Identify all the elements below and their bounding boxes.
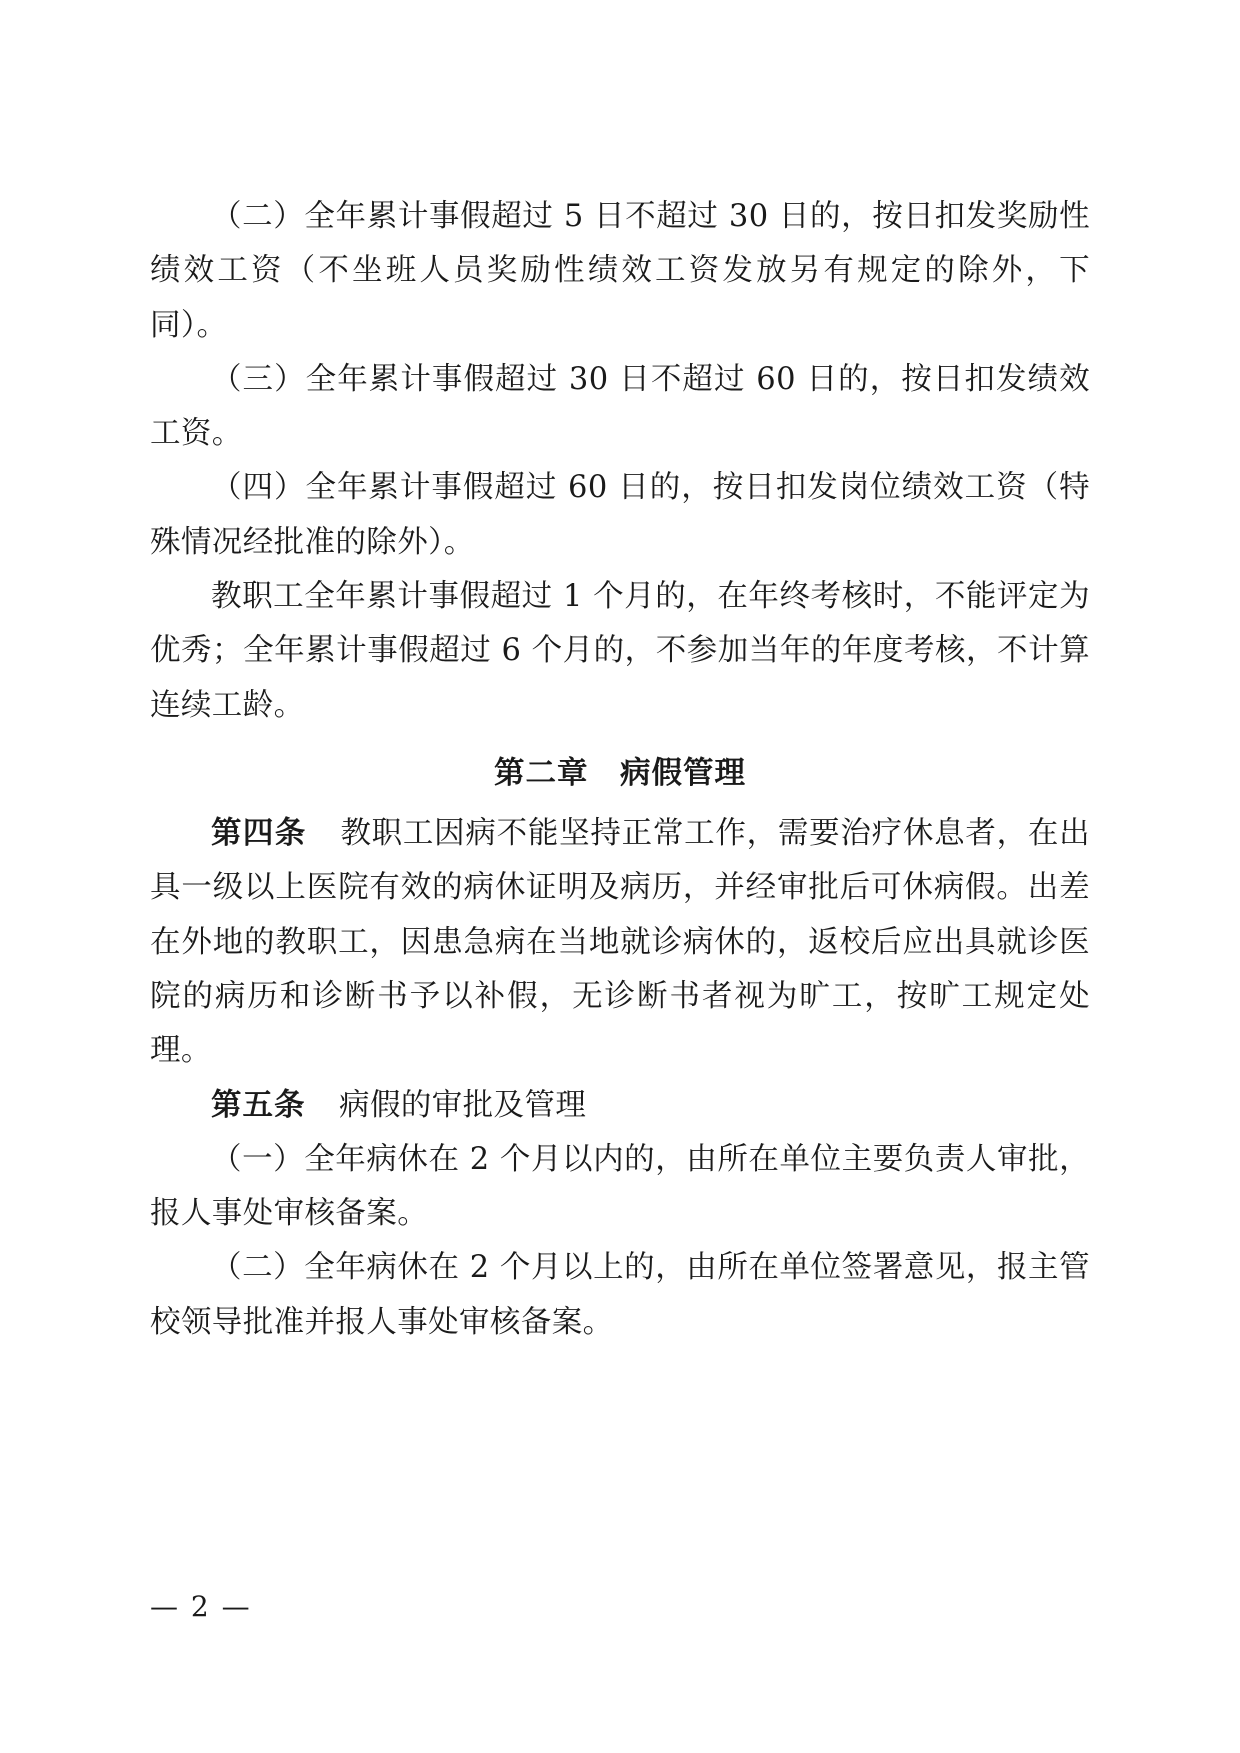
list-item: （四）全年累计事假超过 60 日的，按日扣发岗位绩效工资（特殊情况经批准的除外）。 — [150, 470, 1090, 560]
page-number: — 2 — — [150, 1590, 252, 1623]
list-item: （二）全年累计事假超过 5 日不超过 30 日的，按日扣发奖励性绩效工资（不坐班人员奖励性绩效工资发放另有规定的除外，下同）。 — [150, 199, 1090, 343]
article-paragraph-5 — [150, 1079, 1090, 1133]
article-paragraph-4 — [150, 807, 1090, 1078]
article-label-4: 第四条 — [211, 816, 307, 852]
list-item: （一）全年病休在 2 个月以内的，由所在单位主要负责人审批，报人事处审核备案。 — [150, 1141, 1090, 1232]
article-text-5: 病假的审批及管理 — [339, 1087, 587, 1123]
list-item: （二）全年病休在 2 个月以上的，由所在单位签署意见，报主管校领导批准并报人事处审核备案。 — [150, 1250, 1090, 1340]
article-text-4: 教职工因病不能坚持正常工作，需要治疗休息者，在出具一级以上医院有效的病休证明及病历，并经审批后可休病假。出差在外地的教职工，因患急病在当地就诊病休的，返校后应出具就诊医院的病历和诊断书予以补假，无诊断书者视为旷工，按旷工规定处理。 — [150, 816, 1090, 1069]
document-body — [150, 190, 1090, 1350]
page-footer — [150, 1590, 1090, 1623]
list-item: （三）全年累计事假超过 30 日不超过 60 日的，按日扣发绩效工资。 — [150, 361, 1090, 452]
article-label-5: 第五条 — [211, 1087, 306, 1123]
chapter-heading: 第二章 病假管理 — [494, 755, 746, 791]
body-paragraph: 教职工全年累计事假超过 1 个月的，在年终考核时，不能评定为优秀；全年累计事假超过 6 个月的，不参加当年的年度考核，不计算连续工龄。 — [150, 578, 1090, 723]
